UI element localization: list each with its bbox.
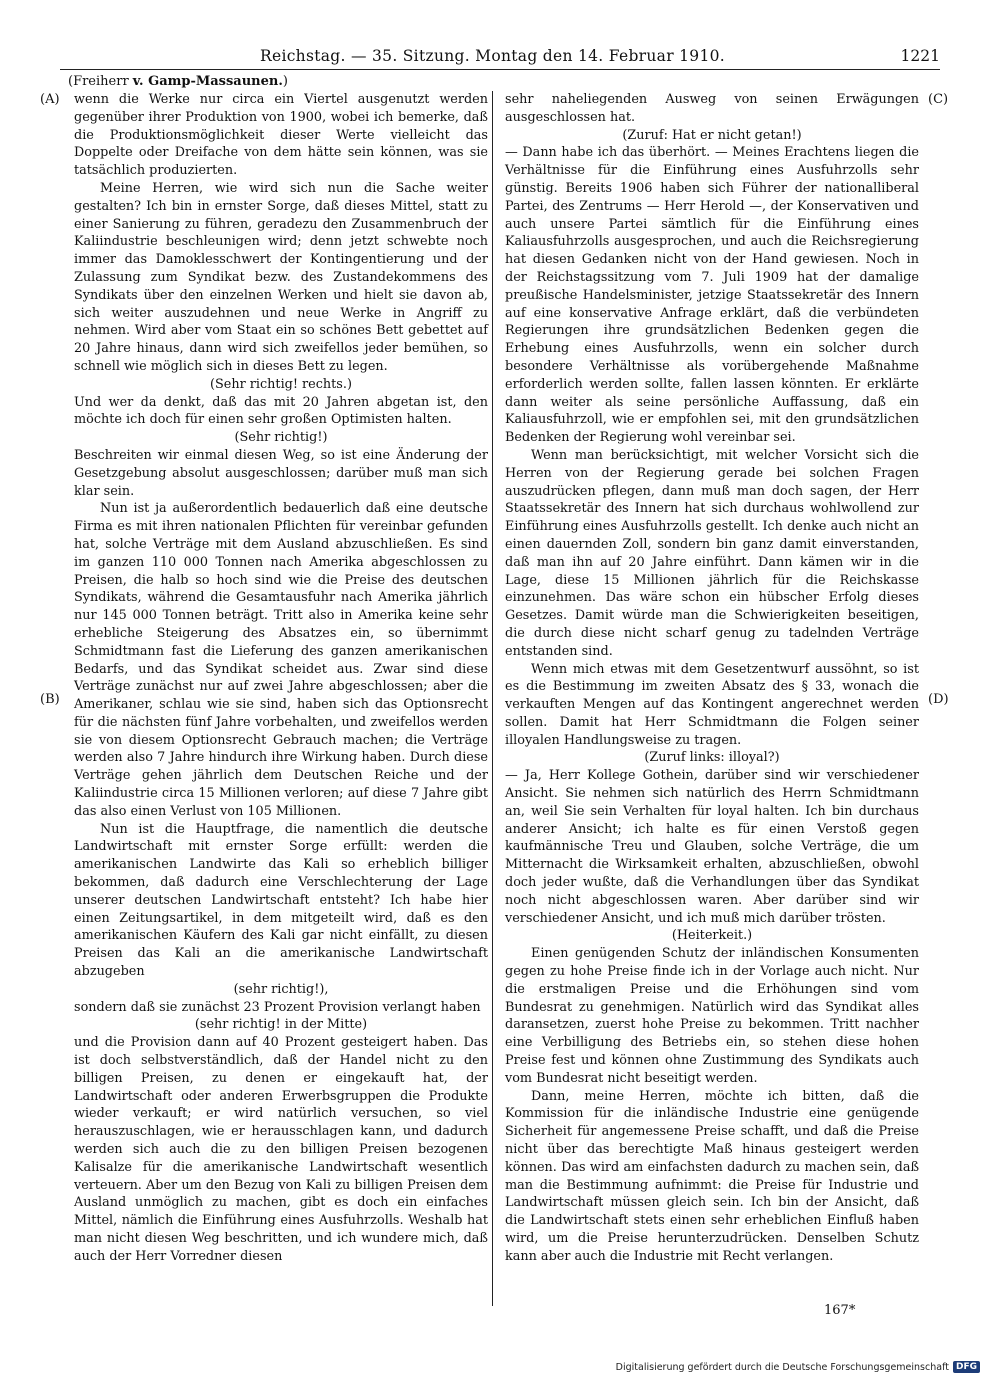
running-title: Reichstag. — 35. Sitzung. Montag den 14. Februar 1910. bbox=[260, 47, 726, 65]
interjection: (sehr richtig!), bbox=[233, 981, 329, 997]
paragraph: Beschreiten wir einmal diesen Weg, so ist eine Änderung der Gesetzgebung absolut ausgeschlossen; darüber muß man sich klar sein. bbox=[74, 447, 488, 499]
signature-mark: 167* bbox=[824, 1303, 856, 1318]
speaker-suffix: ) bbox=[282, 74, 288, 89]
margin-mark-d: (D) bbox=[928, 692, 949, 707]
paragraph: — Ja, Herr Kollege Gothein, darüber sind wir verschiedener Ansicht. Sie nehmen sich natürlich des Herrn Schmidtmann an, weil Sie sein Verhalten für loyal halten. Ich bin durchaus anderer Ansicht; ich halte es für einen Verstoß gegen kaufmännische Treu und Glauben, solche Verträge, die um Mitternacht die Wirksamkeit erhalten, abzuschließen, obwohl doch jeder wußte, daß die Verhandlungen über das Syndikat noch nicht abgeschlossen waren. Aber darüber sind wir verschiedener Ansicht, und ich muß mich darüber trösten. bbox=[505, 768, 919, 926]
interjection: (Zuruf links: illoyal?) bbox=[644, 750, 780, 766]
paragraph: sehr naheliegenden Ausweg von seinen Erwägungen ausgeschlossen hat. bbox=[505, 92, 919, 125]
paragraph: Meine Herren, wie wird sich nun die Sache weiter gestalten? Ich bin in ernster Sorge, daß dieses Mittel, statt zu einer Sanierung zu führen, geradezu den Zusammenbruch der Kaliindustrie beschleunigen wird; denn jetzt schwebte noch immer das Damoklesschwert der Kontingentierung und der Zulassung zum Syndikat bezw. des Zustandekommens des Syndikats über den einzelnen Werken und hielt sie davon ab, sich weiter auszudehnen und neue Werke in Angriff zu nehmen. Wird aber vom Staat ein so schönes Bett gebettet auf 20 Jahre hinaus, dann wird sich zweifellos jeder bemühen, so schnell wie möglich sich in dieses Bett zu legen. bbox=[74, 180, 488, 374]
interjection: (Sehr richtig!) bbox=[234, 430, 328, 446]
paragraph: wenn die Werke nur circa ein Viertel ausgenutzt werden gegenüber ihrer Produktion von 1900, wobei ich bemerke, daß die Produktionsmöglichkeit dieser Werte vielleicht das Doppelte oder Dreifache von dem hätte sein können, was sie tatsächlich produzierten. bbox=[74, 92, 488, 179]
column-divider bbox=[492, 91, 493, 1306]
interjection: (Heiterkeit.) bbox=[671, 928, 753, 944]
header-rule bbox=[60, 69, 940, 70]
page-number: 1221 bbox=[900, 47, 940, 65]
paragraph: Einen genügenden Schutz der inländischen Konsumenten gegen zu hohe Preise finde ich in der Vorlage auch nicht. Nur die erstmaligen Preise und die Erhöhungen sind vom Bundesrat zu genehmigen. Natürlich wird das Syndikat alles daransetzen, zuerst hohe Preise zu bekommen. Tritt nachher eine Verbilligung des Betriebs ein, so stehen diese hohen Preise fest und können ohne Zustimmung des Syndikats auch vom Bundesrat nicht beseitigt werden. bbox=[505, 946, 919, 1086]
interjection: (Zuruf: Hat er nicht getan!) bbox=[622, 127, 802, 143]
paragraph: Dann, meine Herren, möchte ich bitten, daß die Kommission für die inländische Industrie eine genügende Sicherheit für angemessene Preise schafft, und daß die Preise nicht über das berechtigte Maß hinaus gesteigert werden können. Das wird am einfachsten dadurch zu machen sein, daß man die Bestimmung aufnimmt: die Preise für Industrie und Landwirtschaft müssen gleich sein. Ich bin der Ansicht, daß die Landwirtschaft stets einen sehr erheblichen Einfluß haben wird, um die Preise herunterzudrücken. Denselben Schutz kann aber auch die Industrie mit Recht verlangen. bbox=[505, 1088, 919, 1264]
footer-note-text: Digitalisierung gefördert durch die Deutsche Forschungsgemeinschaft bbox=[615, 1361, 949, 1373]
margin-mark-c: (C) bbox=[928, 92, 949, 107]
speaker-line bbox=[68, 73, 288, 91]
dfg-logo: DFG bbox=[953, 1361, 980, 1373]
paragraph: und die Provision dann auf 40 Prozent gesteigert haben. Das ist doch selbstverständlich, daß der Handel nicht zu den billigen Preisen, zu denen er eingekauft hat, der Landwirtschaft oder anderen Erwerbsgruppen die Produkte wieder verkauft; er wird natürlich versuchen, so viel herauszuschlagen, wie er herausschlagen kann, und dadurch werden sich auch die zu den billigen Preisen bezogenen Kalisalze für die amerikanische Landwirtschaft wesentlich verteuern. Aber um den Bezug von Kali zu billigen Preisen dem Ausland unmöglich zu machen, gibt es doch ein einfaches Mittel, nämlich die Einführung eines Ausfuhrzolls. Weshalb hat man nicht diesen Weg beschritten, und ich wundere mich, daß auch der Herr Vorredner diesen bbox=[74, 1035, 488, 1264]
paragraph: Nun ist ja außerordentlich bedauerlich daß eine deutsche Firma es mit ihren nationalen Pflichten für vereinbar gefunden hat, solche Verträge mit dem Ausland abzuschließen. Es sind im ganzen 110 000 Tonnen nach Amerika abgeschlossen zu Preisen, die halb so hoch sind wie die Preise des deutschen Syndikats, während die Gesamtausfuhr nach Amerika jährlich nur 145 000 Tonnen beträgt. Tritt also in Amerika keine sehr erhebliche Steigerung des Absatzes ein, so übernimmt Schmidtmann fast die Lieferung des ganzen amerikanischen Bedarfs, und das Syndikat scheidet aus. Zwar sind diese Verträge zunächst nur auf zwei Jahre abgeschlossen; aber die Amerikaner, schlau wie sie sind, haben sich das Optionsrecht für die nächsten fünf Jahre vorbehalten, und zweifellos werden sie von diesem Optionsrecht Gebrauch machen; die Verträge werden also 7 Jahre hindurch ihre Wirkung haben. Durch diese Verträge gehen jährlich dem Deutschen Reiche und der Kaliindustrie circa 15 Millionen verloren; auf diese 7 Jahre gibt das also einen Verlust von 105 Millionen. bbox=[74, 501, 488, 819]
paragraph: sondern daß sie zunächst 23 Prozent Provision verlangt haben bbox=[74, 999, 481, 1015]
paragraph: Wenn man berücksichtigt, mit welcher Vorsicht sich die Herren von der Regierung gerade bei solchen Fragen auszudrücken pflegen, dann muß man doch sagen, der Herr Staatssekretär des Innern hat sich durchaus wohlwollend zur Einführung eines Ausfuhrzolls gestellt. Ich denke auch nicht an einen dauernden Zoll, sondern bin ganz damit einverstanden, daß man ihn auf 20 Jahre einführt. Dann kämen wir in die Lage, diese 15 Millionen jährlich für die Reichskasse einzunehmen. Das wäre schon ein hübscher Erfolg dieses Gesetzes. Damit würde man die Schwierigkeiten beseitigen, die durch diese nicht scharf genug zu tadelnden Verträge entstanden sind. bbox=[505, 447, 919, 659]
speaker-prefix: (Freiherr bbox=[68, 74, 133, 89]
margin-mark-a: (A) bbox=[40, 92, 60, 107]
left-column bbox=[74, 91, 488, 1266]
margin-mark-b: (B) bbox=[40, 692, 60, 707]
paragraph: Nun ist die Hauptfrage, die namentlich die deutsche Landwirtschaft mit ernster Sorge erfüllt: werden die amerikanischen Landwirte das Kali so erheblich billiger bekommen, daß dadurch eine Verschlechterung der Lage unserer deutschen Landwirtschaft entsteht? Ich habe hier einen Zeitungsartikel, in dem mitgeteilt wird, daß es den amerikanischen Käufern des Kali gar nicht einfällt, zu diesen Preisen das Kali an die amerikanische Landwirtschaft abzugeben bbox=[74, 821, 488, 980]
interjection: (sehr richtig! in der Mitte) bbox=[194, 1017, 368, 1033]
right-column bbox=[505, 91, 919, 1266]
running-header bbox=[60, 44, 940, 68]
paragraph: Und wer da denkt, daß das mit 20 Jahren abgetan ist, den möchte ich doch für einen sehr großen Optimisten halten. bbox=[74, 394, 488, 428]
paragraph: Wenn mich etwas mit dem Gesetzentwurf aussöhnt, so ist es die Bestimmung im zweiten Absatz des § 33, wonach die verkauften Mengen auf das Kontingent angerechnet werden sollen. Damit hat Herr Schmidtmann die Folgen seiner illoyalen Handlungsweise zu tragen. bbox=[505, 661, 919, 748]
digitization-footer bbox=[616, 1361, 980, 1373]
paragraph: — Dann habe ich das überhört. — Meines Erachtens liegen die Verhältnisse für die Einführung eines Ausfuhrzolls sehr günstig. Bereits 1906 haben sich Führer der nationalliberal Partei, des Zentrums — Herr Herold —, der Konservativen und auch unsere Partei sämtlich für die Einführung eines Kaliausfuhrzolls ausgesprochen, und auch die Reichsregierung hat diesen Gedanken nicht von der Hand gewiesen. Noch in der Reichstagssitzung vom 7. Juli 1909 hat der damalige preußische Handelsminister, jetzige Staatssekretär des Innern auf eine konservative Anfrage erklärt, daß die verbündeten Regierungen ihre grundsätzlichen Bedenken gegen die Erhebung eines Ausfuhrzolls, wenn ein solcher durch besondere Verhältnisse als vorübergehende Maßnahme erforderlich werden sollte, fallen lassen könnten. Er erklärte dann weiter als seine persönliche Auffassung, daß ein Kaliausfuhrzoll, wie er empfohlen sei, mit den grundsätzlichen Bedenken der Regierung wohl vereinbar sei. bbox=[505, 145, 919, 446]
speaker-name: v. Gamp-Massaunen. bbox=[132, 74, 283, 89]
interjection: (Sehr richtig! rechts.) bbox=[210, 376, 352, 392]
